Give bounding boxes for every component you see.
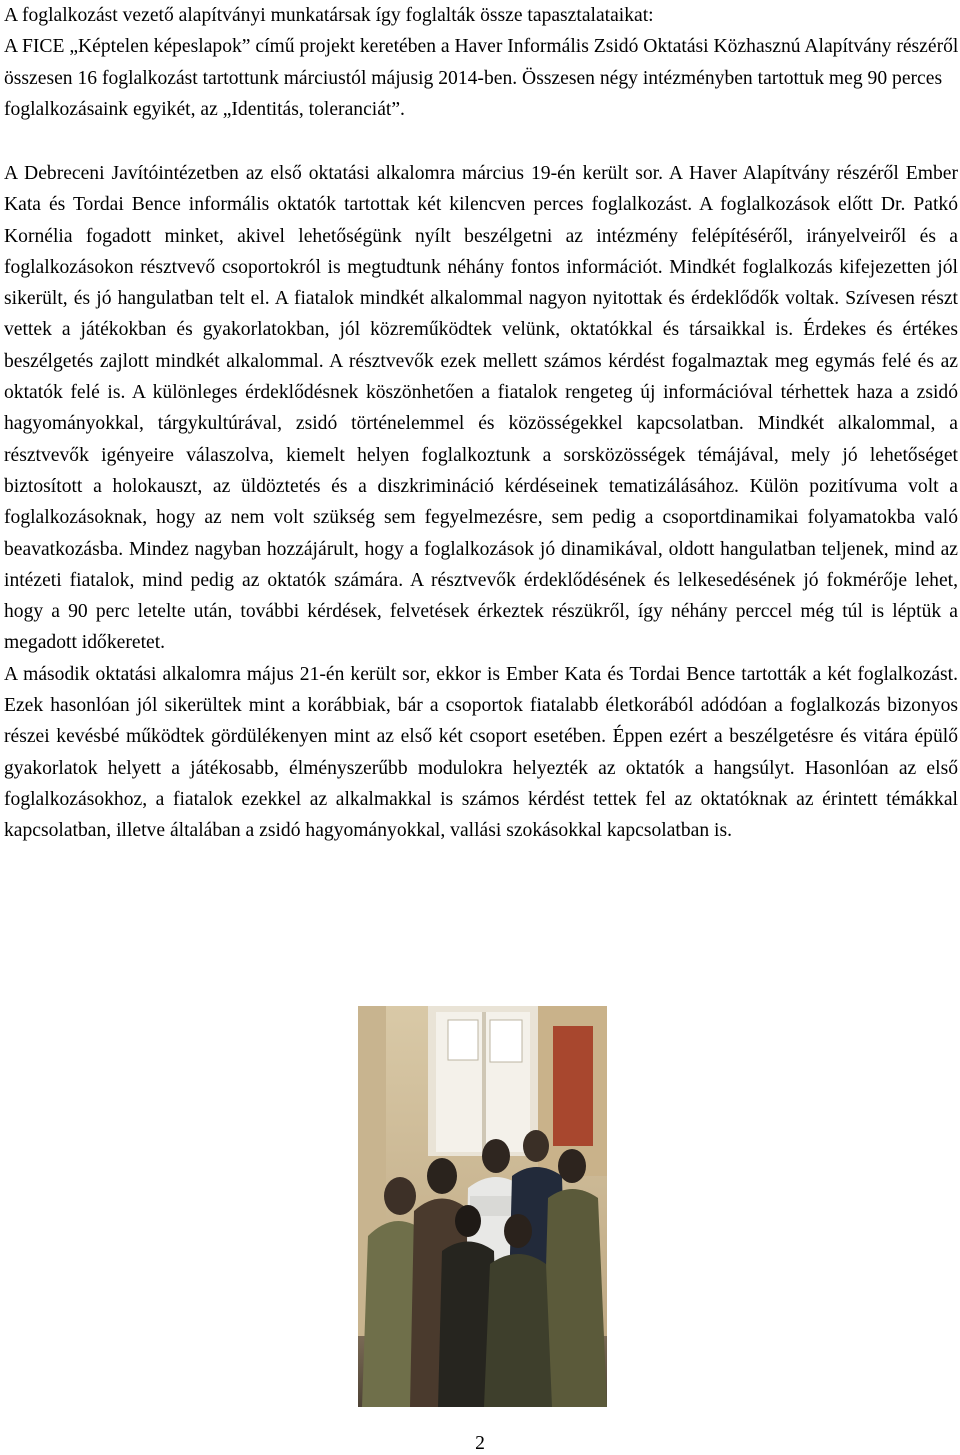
intro-block — [4, 0, 960, 125]
intro-paragraph: A FICE „Képtelen képeslapok” című projekt keretében a Haver Informális Zsidó Oktatási Közhasznú Alapítvány részéről összesen 16 foglalkozást tartottunk márciustól májusig 2014-ben. Összesen négy intézményben tartottuk meg 90 perces foglalkozásaink egyikét, az „Identitás, toleranciát”. — [4, 36, 959, 120]
intro-line: A foglalkozást vezető alapítványi munkatársak így foglalták össze tapasztalataikat: — [4, 5, 654, 26]
body-text — [4, 158, 958, 847]
group-photo-image — [358, 1006, 607, 1407]
paragraph-first-session: A Debreceni Javítóintézetben az első oktatási alkalomra március 19-én került sor. A Haver Alapítvány részéről Ember Kata és Tordai Bence informális oktatók tartottak két kilencven perces foglalkozást. A foglalkozások előtt Dr. Patkó Kornélia fogadott minket, akivel lehetőségünk nyílt beszélgetni az intézmény felépítéséről, irányelveiről és a foglalkozásokon résztvevő csoportokról is megtudtunk néhány fontos információt. Mindkét foglalkozás kifejezetten jól sikerült, és jó hangulatban telt el. A fiatalok mindkét alkalommal nagyon nyitottak és érdeklődők voltak. Szívesen részt vettek a játékokban és gyakorlatokban, jól közreműködtek velünk, oktatókkal és társaikkal is. Érdekes és értékes beszélgetés zajlott mindkét alkalommal. A résztvevők ezek mellett számos kérdést fogalmaztak meg egymás felé és az oktatók felé is. A különleges érdeklődésnek köszönhetően a fiatalok rengeteg új információval térhettek haza a zsidó hagyományokkal, tárgykultúrával, zsidó történelemmel és közösségekkel kapcsolatban. Mindkét alkalommal, a résztvevők igényeire válaszolva, kiemelt helyen foglalkoztunk a sorsközösségek témájával, mely jó lehetőséget biztosított a holokauszt, az üldöztetés és a diszkrimináció kérdéseinek tematizálásához. Külön pozitívuma volt a foglalkozásoknak, hogy az nem volt szükség sem fegyelmezésre, sem pedig a csoportdinamikai folyamatokba való beavatkozásba. Mindez nagyban hozzájárult, hogy a foglalkozások jó dinamikával, oldott hangulatban teljenek, mind az intézeti fiatalok, mind pedig az oktatók számára. A résztvevők érdeklődésének és lelkesedésének jó fokmérője lehet, hogy a 90 perc letelte után, további kérdések, felvetések érkeztek részükről, így néhány perccel még túl is léptük a megadott időkeretet. — [4, 163, 958, 654]
page-number: 2 — [475, 1433, 485, 1454]
paragraph-second-session: A második oktatási alkalomra május 21-én került sor, ekkor is Ember Kata és Tordai Bence tartották a két foglalkozást. Ezek hasonlóan jól sikerültek mint a korábbiak, bár a csoportok fiatalabb életkorából adódóan a foglalkozás bizonyos részei kevésbé működtek gördülékenyen mint az első két csoport esetében. Éppen ezért a beszélgetésre és vitára épülő gyakorlatok helyett a játékosabb, élményszerűbb modulokra helyezték az oktatók a hangsúlyt. Hasonlóan az első foglalkozásokhoz, a fiatalok ezekkel az alkalmakkal is számos kérdést tettek fel az oktatóknak az érintett témákkal kapcsolatban, illetve általában a zsidó hagyományokkal, vallási szokásokkal kapcsolatban is. — [4, 663, 958, 842]
group-photo — [358, 1006, 607, 1407]
